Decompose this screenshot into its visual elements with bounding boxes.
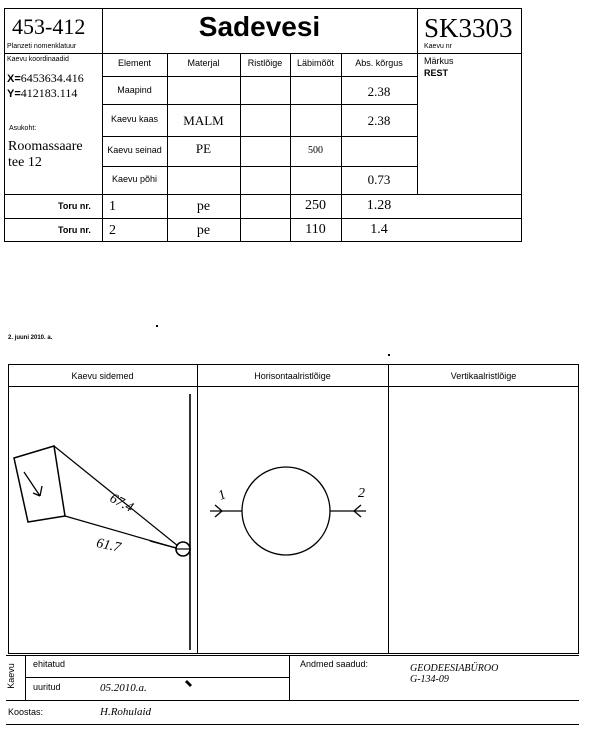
arrow-icon [24,472,42,496]
x-label: X= [7,73,21,85]
x-value: 6453634.416 [20,71,84,85]
pen-mark [184,680,194,690]
row-material: PE [195,141,212,156]
well-number-label: Kaevu nr [424,43,453,50]
pipe-material: pe [196,199,211,214]
panel-title-links: Kaevu sidemed [71,371,134,381]
nomenclature-label: Planzeti nomenklatuur [7,43,77,50]
pipe-abs-height: 1.4 [370,222,388,237]
row-abs-height: 0.73 [367,172,391,187]
col-header-abs-height: Abs. kõrgus [355,58,403,68]
pipe-mark-2: 2 [358,486,365,501]
col-header-element: Element [117,58,152,68]
author-value: H.Rohulaid [100,706,152,718]
row-abs-height: 2.38 [367,113,391,128]
y-value: 412183.114 [20,86,78,100]
pipe-abs-height: 1.28 [366,198,392,213]
location-line2: tee 12 [8,155,42,170]
well-cross-section [242,467,330,555]
col-header-diameter: Läbimõõt [296,58,335,68]
building-outline [14,446,65,522]
pipe-number: 1 [109,199,116,214]
measure-line [150,541,176,548]
data-from-label: Andmed saadud: [300,659,369,669]
coords-label: Kaevu koordinaadid [7,56,69,63]
pipe-diameter: 110 [305,222,326,237]
pipe-number: 2 [109,223,116,238]
panel-title-vertical: Vertikaalristlõige [450,371,517,381]
page-title: Sadevesi [198,11,321,42]
col-header-material: Materjal [187,58,220,68]
surveyed-value: 05.2010.a. [100,682,147,694]
data-from-line2: G-134-09 [410,674,449,685]
row-element-label: Kaevu kaas [110,114,159,124]
location-line1: Roomassaare [8,139,83,154]
row-abs-height: 2.38 [367,84,391,99]
measure-label-2: 61.7 [94,536,122,556]
document-date: 2. juuni 2010. a. [8,335,53,341]
built-label: ehitatud [33,659,66,669]
author-label: Koostas: [8,707,44,717]
row-material: MALM [183,113,224,128]
pipe-mark-1: 1 [215,487,229,504]
surveyed-label: uuritud [33,682,61,692]
location-label: Asukoht: [9,125,37,132]
data-from-line1: GEODEESIABÜROO [410,663,499,674]
col-header-cross-section: Ristlõige [247,58,283,68]
pipe-material: pe [196,223,211,238]
kaevu-label: Kaevu [5,663,16,689]
panel-title-horizontal: Horisontaalristlõige [254,371,331,381]
pipe-diameter: 250 [305,198,326,213]
measure-label-1: 67.4 [106,491,136,516]
well-number-value: SK3303 [424,13,513,43]
row-element-label: Maapind [117,85,152,95]
pipe-label: Toru nr. [58,201,91,211]
pipe-label: Toru nr. [58,225,91,235]
y-label: Y= [7,88,21,100]
row-diameter: 500 [308,145,323,156]
col-header-note: Märkus [424,56,454,66]
row-element-label: Kaevu seinad [107,145,162,155]
note-value: REST [424,68,449,78]
nomenclature-value: 453-412 [12,14,86,39]
row-element-label: Kaevu põhi [111,174,158,184]
